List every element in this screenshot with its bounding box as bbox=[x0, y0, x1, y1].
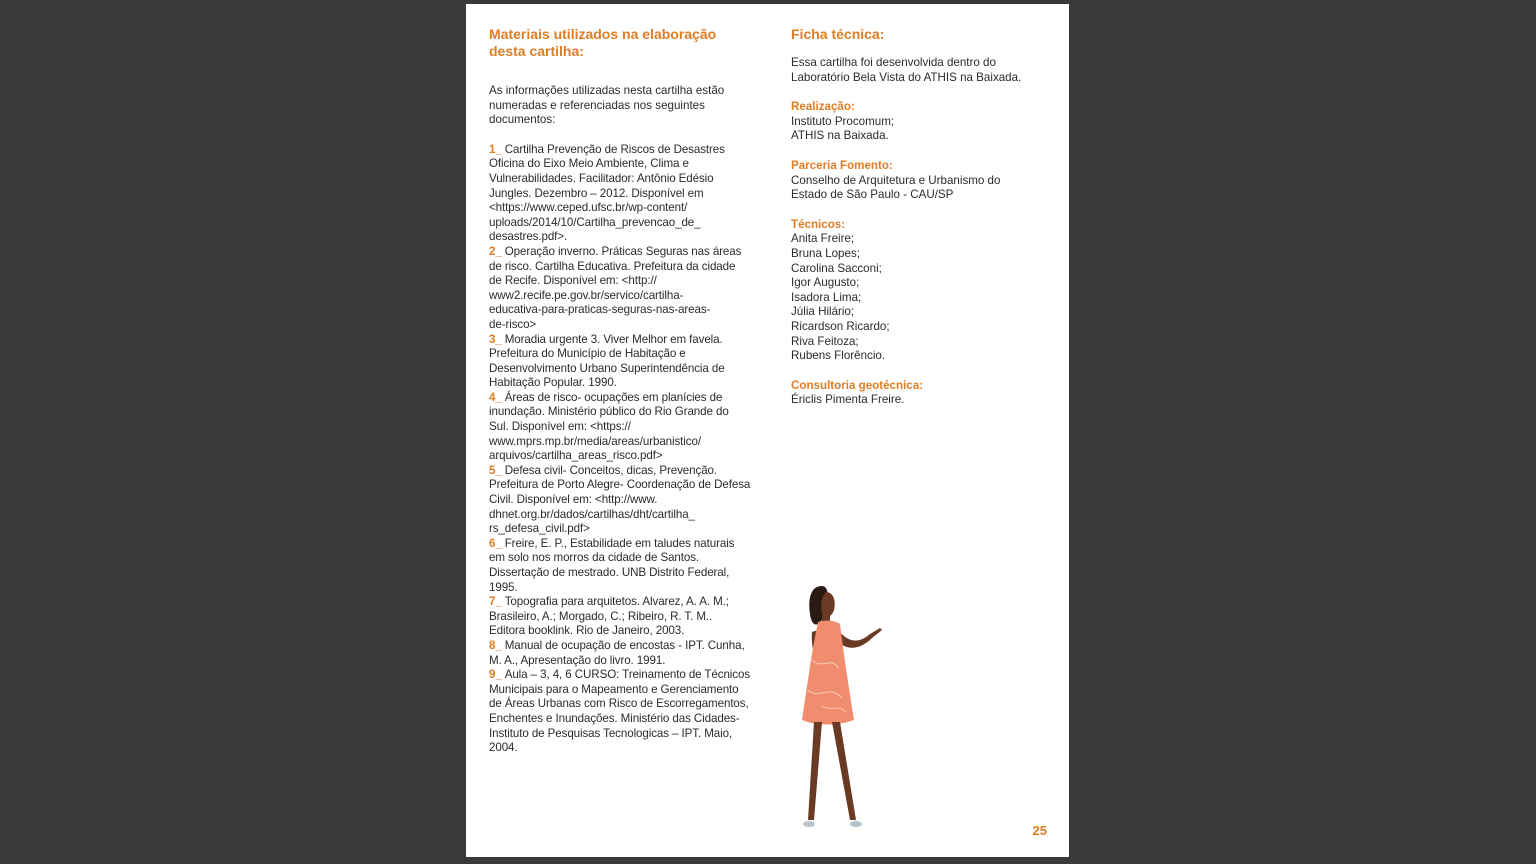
section-lines: Conselho de Arquitetura e Urbanismo do Estado de São Paulo - CAU/SP bbox=[791, 173, 1001, 202]
references-list bbox=[489, 143, 751, 756]
section-lines: Instituto Procomum; ATHIS na Baixada. bbox=[791, 114, 895, 143]
references-intro: As informações utilizadas nesta cartilha estão numeradas e referenciadas nos seguintes documentos: bbox=[489, 84, 725, 127]
section-lines: Ériclis Pimenta Freire. bbox=[791, 393, 905, 407]
credits-section-consultoria bbox=[791, 379, 1061, 408]
reference-text: Aula – 3, 4, 6 CURSO: Treinamento de Técnicos Municipais para o Mapeamento e Gerenciamento de Áreas Urbanas com Risco de Escorregamentos, Enchentes e Inundações. Ministério das Cidades- Instituto de Pesquisas Tecnologicas – IPT. Maio, 2004. bbox=[489, 668, 751, 755]
document-page bbox=[466, 4, 1069, 857]
reference-text: Áreas de risco- ocupações em planícies de inundação. Ministério público do Rio Grande do Sul. Disponível em: <https:// www.mprs.mp.br/media/areas/urbanistico/ arquivos/cartilha_areas_risco.pdf> bbox=[489, 390, 729, 463]
reference-text: Manual de ocupação de encostas - IPT. Cunha, M. A., Apresentação do livro. 1991. bbox=[489, 638, 745, 667]
reference-number: 9_ bbox=[489, 668, 502, 682]
page-number: 25 bbox=[1032, 823, 1047, 838]
references-column bbox=[489, 26, 751, 756]
references-heading: Materiais utilizados na elaboração desta cartilha: bbox=[489, 26, 717, 59]
section-title: Técnicos: bbox=[791, 217, 846, 231]
reference-item bbox=[489, 537, 751, 595]
reference-item bbox=[489, 245, 751, 333]
reference-item bbox=[489, 639, 751, 668]
reference-text: Moradia urgente 3. Viver Melhor em favela. Prefeitura do Município de Habitação e Desenvolvimento Urbano Superintendência de Habitação Popular. 1990. bbox=[489, 332, 725, 390]
reference-text: Cartilha Prevenção de Riscos de Desastres Oficina do Eixo Meio Ambiente, Clima e Vulnerabilidades. Facilitador: Antônio Edésio Jungles. Dezembro – 2012. Disponível em <https://www.ceped.ufsc.br/wp-content/ uploads/2014/10/Cartilha_prevencao_de_ desastres.pdf>. bbox=[489, 142, 725, 244]
credits-heading: Ficha técnica: bbox=[791, 26, 885, 42]
reference-number: 2_ bbox=[489, 244, 502, 258]
reference-number: 6_ bbox=[489, 536, 502, 550]
reference-text: Operação inverno. Práticas Seguras nas áreas de risco. Cartilha Educativa. Prefeitura da cidade de Recife. Disponível em: <http:// www2.recife.pe.gov.br/servico/cartilha- educativa-para-praticas-seguras-nas-areas- de-risco> bbox=[489, 244, 742, 331]
credits-section-realizacao bbox=[791, 100, 1061, 144]
reference-text: Defesa civil- Conceitos, dicas, Prevenção. Prefeitura de Porto Alegre- Coordenação de Defesa Civil. Disponível em: <http://www. dhnet.org.br/dados/cartilhas/dht/cartilha_ rs_defesa_civil.pdf> bbox=[489, 463, 751, 536]
reference-item bbox=[489, 668, 751, 756]
reference-number: 5_ bbox=[489, 463, 502, 477]
section-lines: Anita Freire; Bruna Lopes; Carolina Sacconi; Igor Augusto; Isadora Lima; Júlia Hilário; Ricardson Ricardo; Riva Feitoza; Rubens Florêncio. bbox=[791, 232, 890, 363]
reference-text: Topografia para arquitetos. Alvarez, A. A. M.; Brasileiro, A.; Morgado, C.; Ribeiro, R. T. M.. Editora booklink. Rio de Janeiro, 2003. bbox=[489, 595, 729, 638]
reference-number: 4_ bbox=[489, 390, 502, 404]
credits-intro: Essa cartilha foi desenvolvida dentro do Laboratório Bela Vista do ATHIS na Baixada. bbox=[791, 56, 1022, 84]
woman-illustration bbox=[782, 580, 912, 832]
reference-item bbox=[489, 333, 751, 391]
reference-number: 1_ bbox=[489, 142, 502, 156]
section-title: Realização: bbox=[791, 100, 855, 114]
reference-item bbox=[489, 143, 751, 245]
credits-section-tecnicos bbox=[791, 218, 1061, 364]
credits-section-parceria bbox=[791, 159, 1061, 203]
section-title: Parceria Fomento: bbox=[791, 158, 893, 172]
section-title: Consultoria geotécnica: bbox=[791, 378, 924, 392]
reference-item bbox=[489, 464, 751, 537]
reference-number: 7_ bbox=[489, 595, 502, 609]
reference-text: Freire, E. P., Estabilidade em taludes naturais em solo nos morros da cidade de Santos. Dissertação de mestrado. UNB Distrito Federal, 1995. bbox=[489, 536, 735, 594]
reference-number: 8_ bbox=[489, 638, 502, 652]
reference-item bbox=[489, 391, 751, 464]
reference-number: 3_ bbox=[489, 332, 502, 346]
reference-item bbox=[489, 595, 751, 639]
credits-column bbox=[791, 26, 1061, 408]
